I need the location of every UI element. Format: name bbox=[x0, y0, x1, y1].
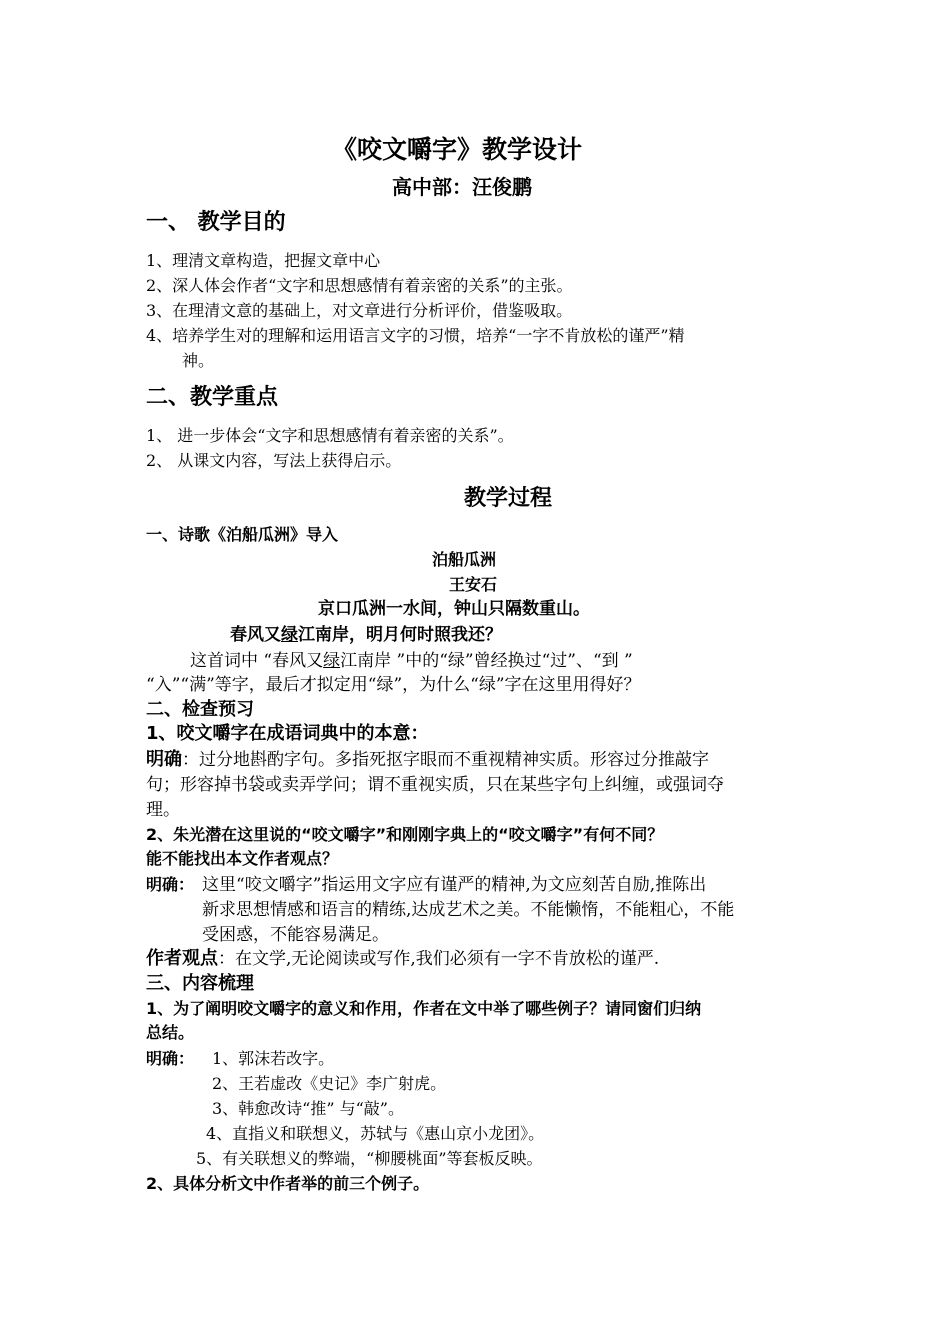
answer-text: 受困惑，不能容易满足。 bbox=[202, 925, 389, 945]
example-item: 1、郭沫若改字。 bbox=[212, 1049, 335, 1068]
underlined-word: 绿 bbox=[281, 625, 298, 645]
section-heading-key-points: 二、教学重点 bbox=[146, 385, 279, 410]
part1-heading: 一、诗歌《泊船瓜洲》导入 bbox=[146, 525, 339, 544]
answer-label: 明确 bbox=[146, 749, 182, 770]
objective-item: 4、培养学生对的理解和运用语言文字的习惯，培养“一字不肯放松的谨严”精 bbox=[146, 326, 685, 345]
answer-text: 这里“咬文嚼字”指运用文字应有谨严的精神,为文应刻苦自励,推陈出 bbox=[202, 875, 707, 895]
answer-body: ：过分地斟酌字句。多指死抠字眼而不重视精神实质。形容过分推敲字 bbox=[182, 750, 709, 770]
answer-label: 明确： bbox=[146, 1049, 195, 1068]
key-point-item: 2、 从课文内容，写法上获得启示。 bbox=[146, 451, 402, 470]
question-heading: 1、为了阐明咬文嚼字的意义和作用，作者在文中举了哪些例子？请同窗们归纳 bbox=[146, 999, 702, 1018]
example-item: 3、韩愈改诗“推” 与“敲”。 bbox=[212, 1099, 404, 1118]
key-point-item: 1、 进一步体会“文字和思想感情有着亲密的关系”。 bbox=[146, 426, 514, 445]
part2-heading: 二、检查预习 bbox=[146, 699, 254, 720]
section-heading-objectives: 一、 教学目的 bbox=[146, 210, 286, 235]
poem-title: 泊船瓜洲 bbox=[432, 550, 497, 569]
objective-item: 3、在理清文意的基础上，对文章进行分析评价，借鉴吸取。 bbox=[146, 301, 573, 320]
question-text: “入”“满”等字，最后才拟定用“绿”，为什么“绿”字在这里用得好？ bbox=[146, 675, 641, 695]
example-item: 5、有关联想义的弊端，“柳腰桃面”等套板反映。 bbox=[196, 1149, 543, 1168]
answer-text: 理。 bbox=[146, 800, 180, 820]
question-heading: 1、咬文嚼字在成语词典中的本意： bbox=[146, 723, 429, 744]
poem-line: 京口瓜洲一水间，钟山只隔数重山。 bbox=[318, 599, 590, 619]
answer-label: 明确： bbox=[146, 875, 195, 894]
question-text bbox=[190, 649, 633, 673]
answer-text: 句；形容掉书袋或卖弄学问；谓不重视实质，只在某些字句上纠缠，或强词夺 bbox=[146, 775, 724, 795]
process-heading: 教学过程 bbox=[464, 486, 553, 511]
poem-text: 江南岸，明月何时照我还？ bbox=[298, 625, 502, 645]
poem-text: 春风又 bbox=[230, 625, 281, 645]
objective-item: 2、深人体会作者“文字和思想感情有着亲密的关系”的主张。 bbox=[146, 276, 573, 295]
document-title: 《咬文嚼字》教学设计 bbox=[332, 135, 583, 164]
objective-item: 1、理清文章构造，把握文章中心 bbox=[146, 251, 381, 270]
poem-line bbox=[230, 623, 502, 647]
answer-text: 新求思想情感和语言的精练,达成艺术之美。不能懒惰，不能粗心，不能 bbox=[202, 900, 735, 920]
question-fragment: 这首词中 “春风又 bbox=[190, 651, 324, 671]
view-body: ：在文学,无论阅读或写作,我们必须有一字不肯放松的谨严. bbox=[218, 949, 660, 969]
author-line: 高中部：汪俊鹏 bbox=[392, 175, 532, 199]
view-label: 作者观点 bbox=[146, 948, 218, 969]
objective-item-continued: 神。 bbox=[182, 351, 215, 370]
question-heading: 能不能找出本文作者观点？ bbox=[146, 849, 339, 868]
part3-heading: 三、内容梳理 bbox=[146, 973, 254, 994]
author-view bbox=[146, 947, 659, 971]
example-item: 2、王若虚改《史记》李广射虎。 bbox=[212, 1074, 447, 1093]
poem-author: 王安石 bbox=[449, 575, 498, 594]
question-heading: 总结。 bbox=[146, 1023, 195, 1042]
question-heading: 2、朱光潜在这里说的“咬文嚼字”和刚刚字典上的“咬文嚼字”有何不同？ bbox=[146, 825, 664, 844]
underlined-word: 绿 bbox=[323, 651, 341, 671]
example-item: 4、直指义和联想义，苏轼与《惠山京小龙团》。 bbox=[206, 1124, 545, 1143]
answer-text bbox=[146, 748, 709, 772]
question-heading: 2、具体分析文中作者举的前三个例子。 bbox=[146, 1174, 430, 1193]
question-fragment: 江南岸 ”中的“绿”曾经换过“过”、“到 ” bbox=[340, 651, 633, 671]
